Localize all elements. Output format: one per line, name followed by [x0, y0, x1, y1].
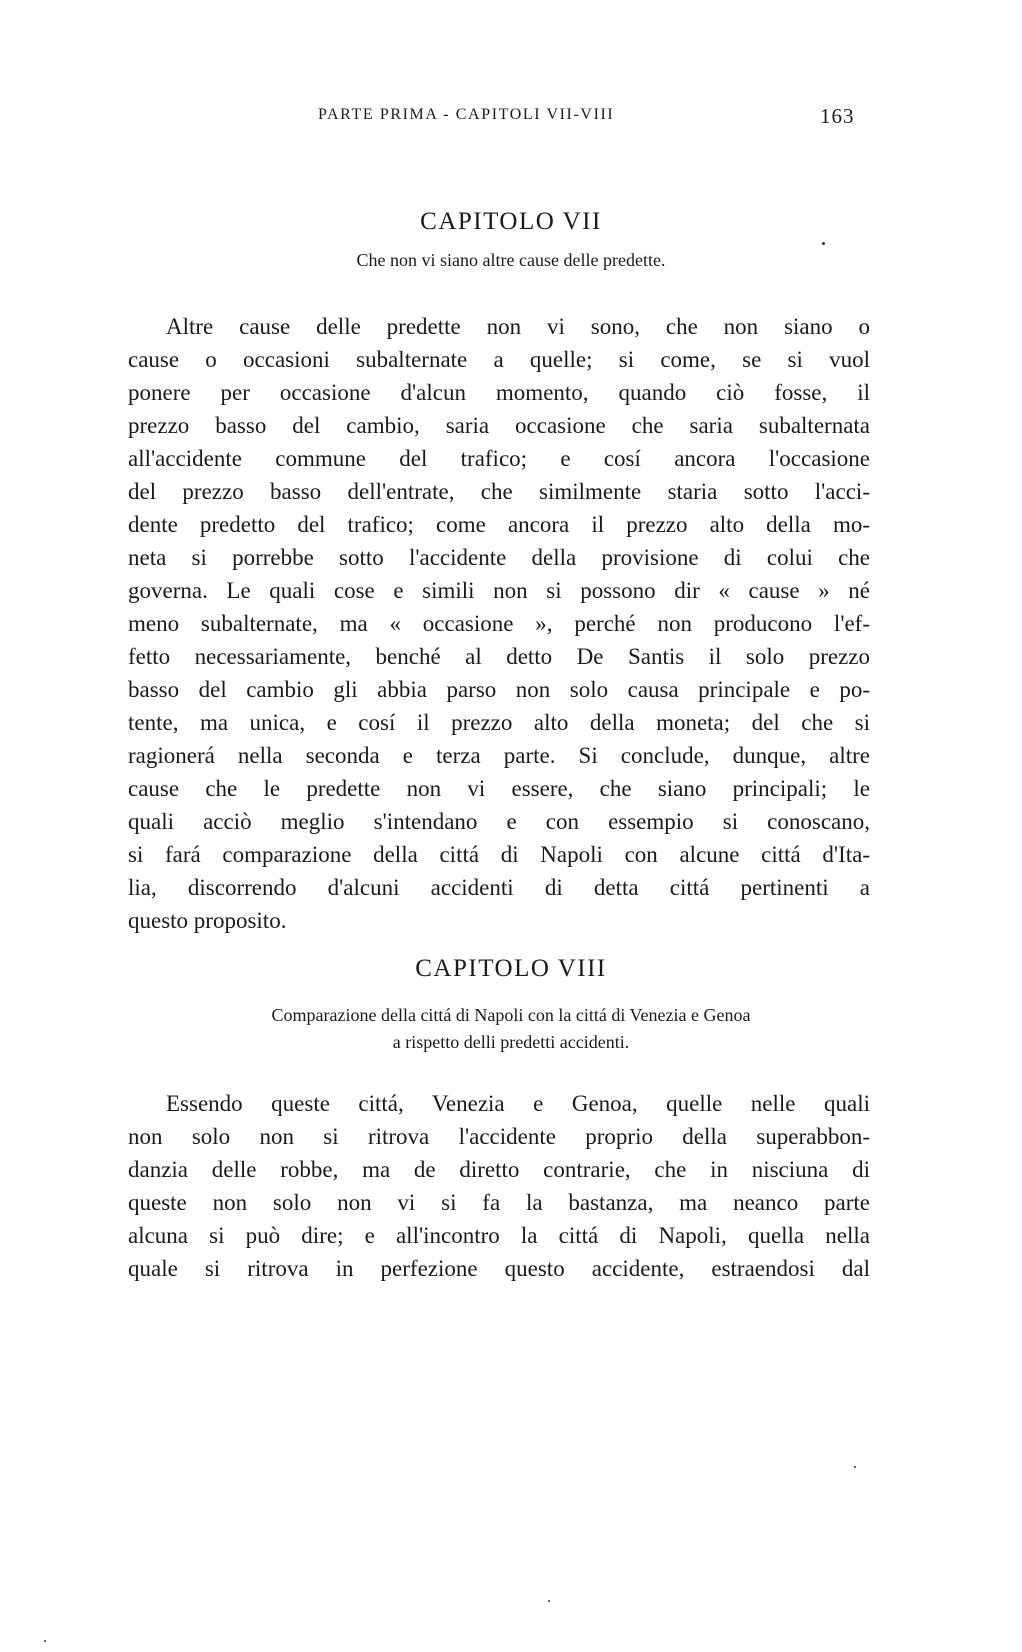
chapter-7-line: si fará comparazione della cittá di Napoli con alcune cittá d'Ita-: [128, 842, 870, 867]
scan-speck: [822, 242, 825, 245]
chapter-7-line: governa. Le quali cose e simili non si possono dir « cause » né: [128, 578, 870, 603]
chapter-8-line: quale si ritrova in perfezione questo accidente, estraendosi dal: [128, 1256, 870, 1281]
chapter-7-line: Altre cause delle predette non vi sono, che non siano o: [166, 314, 870, 339]
chapter-7-line: quali acciò meglio s'intendano e con essempio si conoscano,: [128, 809, 870, 834]
chapter-8-line: queste non solo non vi si fa la bastanza, ma neanco parte: [128, 1190, 870, 1215]
chapter-7-line: dente predetto del trafico; come ancora il prezzo alto della mo-: [128, 512, 870, 537]
chapter-7-line: cause che le predette non vi essere, che siano principali; le: [128, 776, 870, 801]
chapter-7-line: tente, ma unica, e cosí il prezzo alto della moneta; del che si: [128, 710, 870, 735]
chapter-7-line: neta si porrebbe sotto l'accidente della provisione di colui che: [128, 545, 870, 570]
chapter-8-subtitle-line-1: Comparazione della cittá di Napoli con la cittá di Venezia e Genoa: [271, 1005, 751, 1025]
running-head: PARTE PRIMA - CAPITOLI VII-VIII: [318, 106, 615, 123]
chapter-7-line: ragionerá nella seconda e terza parte. Si conclude, dunque, altre: [128, 743, 870, 768]
page-number: 163: [820, 104, 855, 128]
chapter-7-line: meno subalternate, ma « occasione », perché non producono l'ef-: [128, 611, 870, 636]
chapter-7-line: cause o occasioni subalternate a quelle; si come, se si vuol: [128, 347, 870, 372]
chapter-7-line: basso del cambio gli abbia parso non solo causa principale e po-: [128, 677, 870, 702]
chapter-8-title: CAPITOLO VIII: [415, 955, 607, 982]
chapter-8-line: danzia delle robbe, ma de diretto contrarie, che in nisciuna di: [128, 1157, 870, 1182]
chapter-8-line: non solo non si ritrova l'accidente proprio della superabbon-: [128, 1124, 870, 1149]
chapter-8-body: [128, 1087, 870, 1285]
chapter-7-body: [128, 310, 870, 937]
chapter-7-line: all'accidente commune del trafico; e cosí ancora l'occasione: [128, 446, 870, 471]
chapter-7-line: ponere per occasione d'alcun momento, quando ciò fosse, il: [128, 380, 870, 405]
chapter-8-subtitle-line-2: a rispetto delli predetti accidenti.: [392, 1032, 630, 1052]
chapter-8-line: alcuna si può dire; e all'incontro la cittá di Napoli, quella nella: [128, 1223, 870, 1248]
chapter-7-line: questo proposito.: [128, 908, 287, 933]
scan-speck: [854, 1466, 856, 1468]
chapter-7-subtitle: Che non vi siano altre cause delle predette.: [356, 250, 666, 270]
chapter-8-line: Essendo queste cittá, Venezia e Genoa, quelle nelle quali: [166, 1091, 870, 1116]
scan-speck: [44, 1640, 46, 1642]
chapter-7-line: del prezzo basso dell'entrate, che similmente staria sotto l'acci-: [128, 479, 870, 504]
scan-speck: [548, 1600, 550, 1602]
chapter-7-line: fetto necessariamente, benché al detto De Santis il solo prezzo: [128, 644, 870, 669]
chapter-7-title: CAPITOLO VII: [420, 208, 602, 235]
chapter-7-line: lia, discorrendo d'alcuni accidenti di detta cittá pertinenti a: [128, 875, 870, 900]
chapter-7-line: prezzo basso del cambio, saria occasione che saria subalternata: [128, 413, 870, 438]
